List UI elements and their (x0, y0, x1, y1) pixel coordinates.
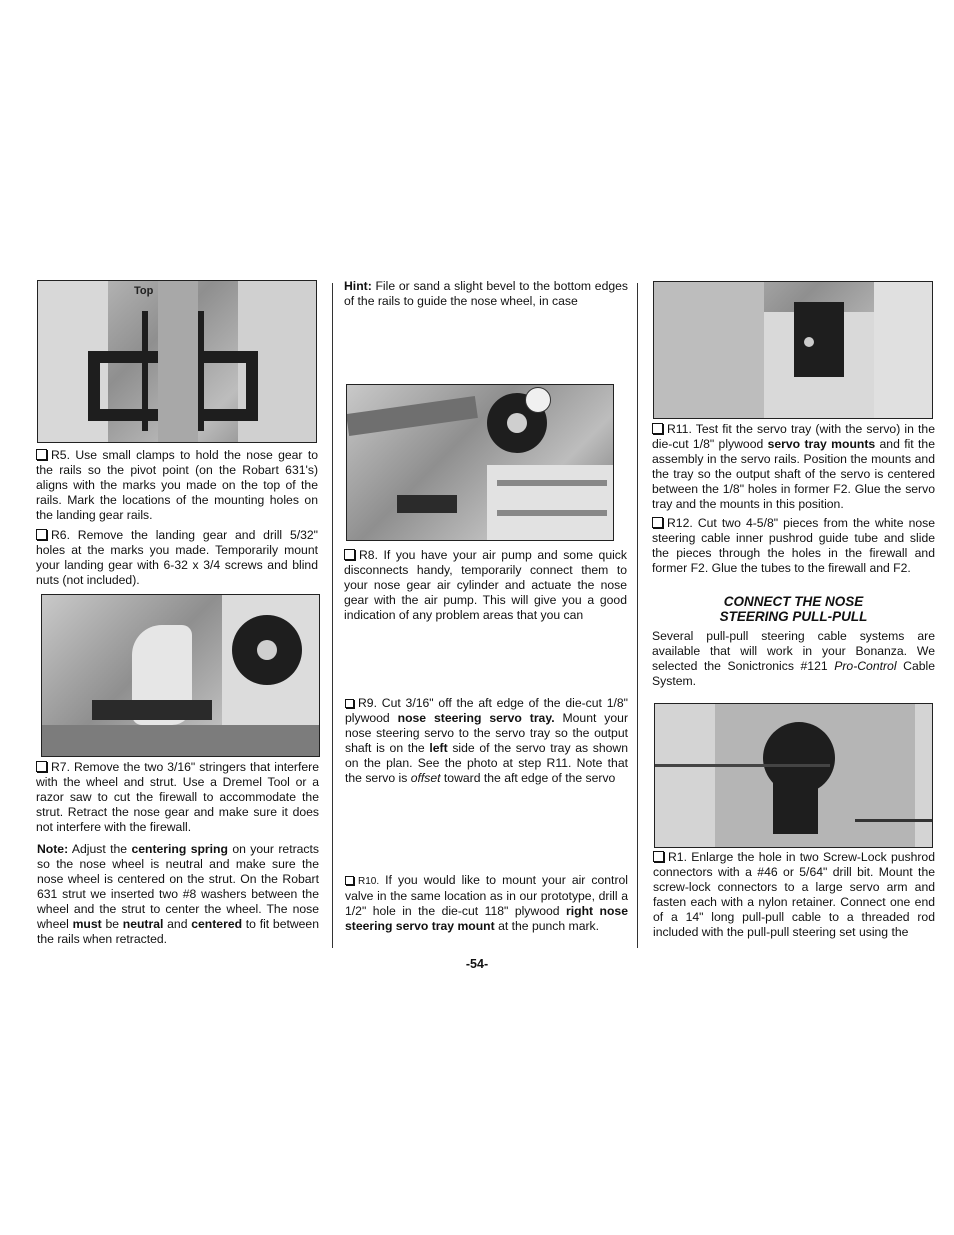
step-r9-bold: nose steering servo tray. (397, 711, 555, 725)
checkbox-icon[interactable] (344, 549, 355, 560)
step-r12-text: R12. Cut two 4-5/8" pieces from the white nose steering cable inner pushrod guide tube and slide the pieces through the holes in the firewall and former F2. Glue the tubes to the firewall and F2. (652, 516, 935, 575)
step-r6 (36, 528, 318, 588)
photo-top-label: Top (134, 285, 154, 297)
photo-r11-servo-tray (653, 281, 933, 419)
note-bold: must (72, 917, 102, 931)
hint-paragraph (344, 279, 628, 309)
intro-text: Cable System. (652, 659, 935, 688)
note-text: be (101, 917, 123, 931)
photo-r7-firewall-cut (41, 594, 320, 757)
step-r6-text: R6. Remove the landing gear and drill 5/32" holes at the marks you made. Temporarily mount your landing gear with 6-32 x 3/4 screws and blind nuts (not included). (36, 528, 318, 587)
note-text: Adjust the (68, 842, 132, 856)
step-r1 (653, 850, 935, 940)
step-r5-text: R5. Use small clamps to hold the nose gear to the rails so the pivot point (on the Robart 631's) aligns with the marks you made on the top of the rails. Mark the locations of the mounting holes on the landing gear rails. (36, 448, 318, 522)
step-r8 (344, 548, 627, 623)
page-number: -54- (465, 957, 489, 971)
section-intro (652, 629, 935, 689)
photo-r8-air-pump (346, 384, 614, 541)
step-r9-text: toward the aft edge of the servo (440, 771, 616, 785)
column-divider (637, 283, 638, 948)
photo-r1-servo-arm (654, 703, 933, 848)
checkbox-icon[interactable] (36, 529, 47, 540)
section-heading (652, 594, 935, 624)
hint-lead: Hint: (344, 279, 372, 293)
step-r5 (36, 448, 318, 523)
note-lead: Note: (37, 842, 69, 856)
intro-text: Several pull-pull steering cable systems are available that will work in your Bonanza. We selected the Sonictronics #121 (652, 629, 935, 673)
checkbox-icon[interactable] (36, 761, 47, 772)
step-r11-text: R11. Test fit the servo tray (with the servo) in the die-cut 1/8" plywood (652, 422, 935, 451)
step-r10-bold: right nose steering servo tray mount (345, 904, 628, 933)
step-r10-text: If you would like to mount your air control valve in the same location as in our prototype, drill a 1/2" hole in the die-cut 118" plywood (345, 873, 628, 918)
step-r10 (345, 873, 628, 934)
hint-text: File or sand a slight bevel to the bottom edges of the rails to guide the nose wheel, in case (344, 279, 628, 308)
checkbox-icon[interactable] (653, 851, 664, 862)
checkbox-icon[interactable] (345, 876, 354, 885)
checkbox-icon[interactable] (652, 517, 663, 528)
column-divider (332, 283, 333, 948)
step-r9-text: side of the servo tray as shown on the plan. See the photo at step R11. Note that the servo is (345, 741, 628, 785)
step-r9-text: Mount your nose steering servo to the servo tray so the output shaft is on the (345, 711, 628, 755)
step-r8-text: R8. If you have your air pump and some quick disconnects handy, temporarily connect them to your nose gear air cylinder and actuate the nose gear with the air pump. This will give you a good indication of any problem areas that you can (344, 548, 627, 622)
checkbox-icon[interactable] (345, 699, 354, 708)
note-bold: centered (191, 917, 243, 931)
checkbox-icon[interactable] (36, 449, 47, 460)
note-bold: neutral (122, 917, 164, 931)
section-heading-line: CONNECT THE NOSE (723, 594, 864, 609)
step-r9-italic: offset (410, 771, 441, 785)
step-r7 (36, 760, 319, 835)
step-r12 (652, 516, 935, 576)
step-r9-bold: left (429, 741, 448, 755)
step-r1-text: R1. Enlarge the hole in two Screw-Lock pushrod connectors with a #46 or 5/64" drill bit. Mount the screw-lock connectors to a large servo arm and fasten each with a nylon retainer. Connect one end of a 14" long pull-pull cable to a threaded rod included with the pull-pull steering set using the (653, 850, 935, 939)
checkbox-icon[interactable] (652, 423, 663, 434)
note-text: to fit between the rails when retracted. (37, 917, 319, 946)
note-bold: centering spring (131, 842, 228, 856)
step-r10-text: at the punch mark. (494, 919, 600, 933)
photo-r5-nose-gear-clamped (37, 280, 317, 443)
step-r11-bold: servo tray mounts (767, 437, 876, 451)
step-r9-text: R9. Cut 3/16" off the aft edge of the die-cut 1/8" plywood (345, 696, 628, 725)
step-r9 (345, 696, 628, 786)
step-r7-text: R7. Remove the two 3/16" stringers that interfere with the wheel and strut. Use a Dremel Tool or a razor saw to cut the firewall to accommodate the strut. Retract the nose gear and make sure it does not interfere with the firewall. (36, 760, 319, 834)
step-r11-text: and fit the assembly in the servo rails. Position the mounts and the tray so the output shaft of the servo is centered between the 1/8" holes in former F2. Glue the servo tray and the mounts in this position. (652, 437, 935, 511)
note-paragraph (37, 842, 319, 947)
note-text: on your retracts so the nose wheel is neutral and make sure the nose wheel is centered on the strut. On the Robart 631 strut we inserted two #8 washers between the wheel and the strut to center the wheel. The nose wheel (37, 842, 319, 931)
step-r11 (652, 422, 935, 512)
step-r10-number: R10. (358, 876, 380, 887)
note-text: and (163, 917, 192, 931)
intro-italic: Pro-Control (834, 659, 897, 673)
section-heading-line: STEERING PULL-PULL (719, 609, 868, 624)
